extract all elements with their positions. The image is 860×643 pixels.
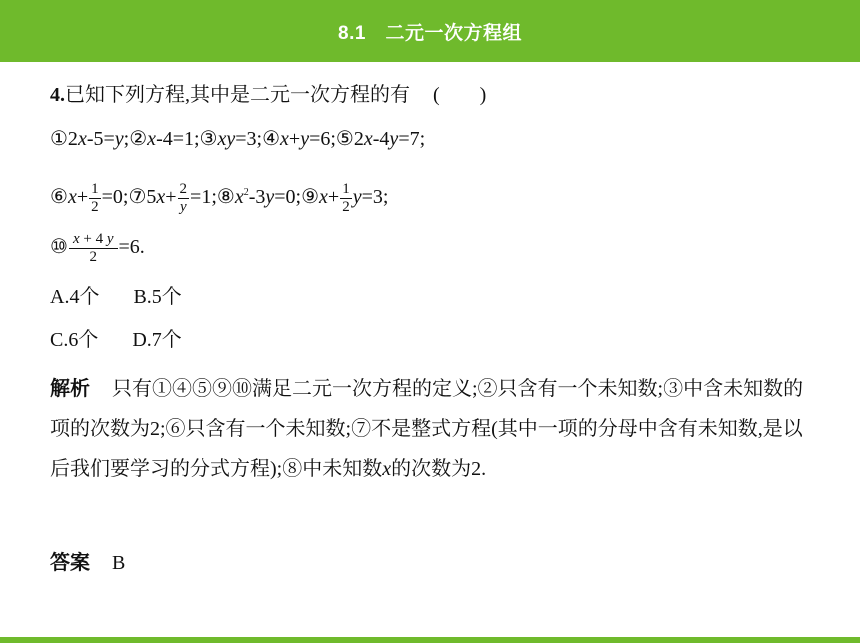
fraction-numerator: 1 [342, 180, 350, 197]
answer-value: B [112, 552, 126, 574]
equations-line-2 [50, 168, 388, 222]
eq-text: =7; [398, 128, 426, 150]
fraction-denominator: 2 [69, 248, 118, 266]
option-d[interactable]: D.7个 [132, 329, 182, 351]
eq-text: =6. [118, 236, 145, 258]
eq-var: x [72, 230, 80, 247]
equations-line-3 [50, 222, 145, 272]
answer-paren-close: ) [479, 84, 487, 106]
eq-text: =6;⑤2 [309, 128, 364, 150]
eq-text: + [76, 186, 89, 208]
analysis-text: 只有①④⑤⑨⑩满足二元一次方程的定义;②只含有一个未知数;③中含未知数的项的次数为2;⑥只含有一个未知数;⑦不是整式方程(其中一项的分母中含有未知数,是以后我们要学习的分式方程);⑧中未知数 [50, 378, 804, 480]
equations-line-1 [50, 127, 425, 151]
section-title: 8.1 二元一次方程组 [338, 23, 522, 44]
header-bar [0, 0, 860, 62]
fraction [89, 181, 101, 216]
eq-text: + [165, 186, 177, 208]
analysis-var: x [382, 458, 392, 480]
question-number: 4. [50, 84, 65, 106]
answer-row [50, 551, 125, 575]
answer-paren-open: ( [433, 84, 440, 106]
fraction [178, 181, 190, 216]
fraction-denominator: y [178, 198, 190, 216]
eq-var: x [319, 186, 328, 208]
eq-var: x [363, 128, 373, 150]
eq-text: ;② [123, 128, 148, 150]
answer-label: 答案 [50, 552, 90, 574]
fraction-denominator: 2 [91, 198, 99, 215]
eq-var: x [234, 186, 244, 208]
option-c[interactable]: C.6个 [50, 329, 99, 351]
eq-var: x [77, 128, 87, 150]
fraction-numerator [69, 231, 118, 248]
eq-text: ⑥ [50, 186, 68, 208]
footer-bar [0, 637, 860, 643]
eq-var: x [280, 128, 289, 150]
eq-var: x [156, 186, 166, 208]
exponent: 2 [243, 187, 249, 198]
fraction-numerator: 2 [179, 180, 188, 197]
eq-text: -5= [86, 128, 115, 150]
eq-text: + 4 [79, 230, 107, 247]
option-b[interactable]: B.5个 [133, 286, 182, 308]
fraction [69, 231, 118, 266]
eq-var: y [106, 230, 114, 247]
eq-var: y [265, 186, 275, 208]
eq-text: =0;⑦5 [101, 186, 157, 208]
eq-var: x [67, 186, 77, 208]
eq-text: ①2 [50, 128, 78, 150]
eq-text: =0;⑨ [274, 186, 320, 208]
eq-text: ⑩ [50, 236, 68, 258]
eq-text: -4 [372, 128, 390, 150]
eq-text: -3 [248, 186, 266, 208]
fraction-denominator: 2 [342, 198, 350, 215]
analysis-paragraph [50, 369, 820, 489]
question-stem [50, 83, 486, 107]
eq-text: + [288, 128, 301, 150]
eq-var: x [147, 128, 157, 150]
eq-var: xy [217, 128, 236, 150]
eq-var: y [300, 128, 310, 150]
options-row-2 [50, 328, 182, 352]
fraction-numerator: 1 [91, 180, 99, 197]
eq-text: =3;④ [235, 128, 281, 150]
analysis-text-end: 的次数为2. [391, 458, 487, 480]
question-text: 已知下列方程,其中是二元一次方程的有 [65, 84, 410, 106]
eq-text: + [327, 186, 340, 208]
eq-var: y [389, 128, 399, 150]
eq-text: -4=1;③ [156, 128, 218, 150]
eq-var: y [114, 128, 124, 150]
option-a[interactable]: A.4个 [50, 286, 100, 308]
options-row-1 [50, 285, 182, 309]
eq-var: y [352, 186, 362, 208]
fraction [340, 181, 352, 216]
analysis-label: 解析 [50, 378, 90, 400]
eq-text: =3; [361, 186, 389, 208]
eq-text: =1;⑧ [190, 186, 235, 208]
